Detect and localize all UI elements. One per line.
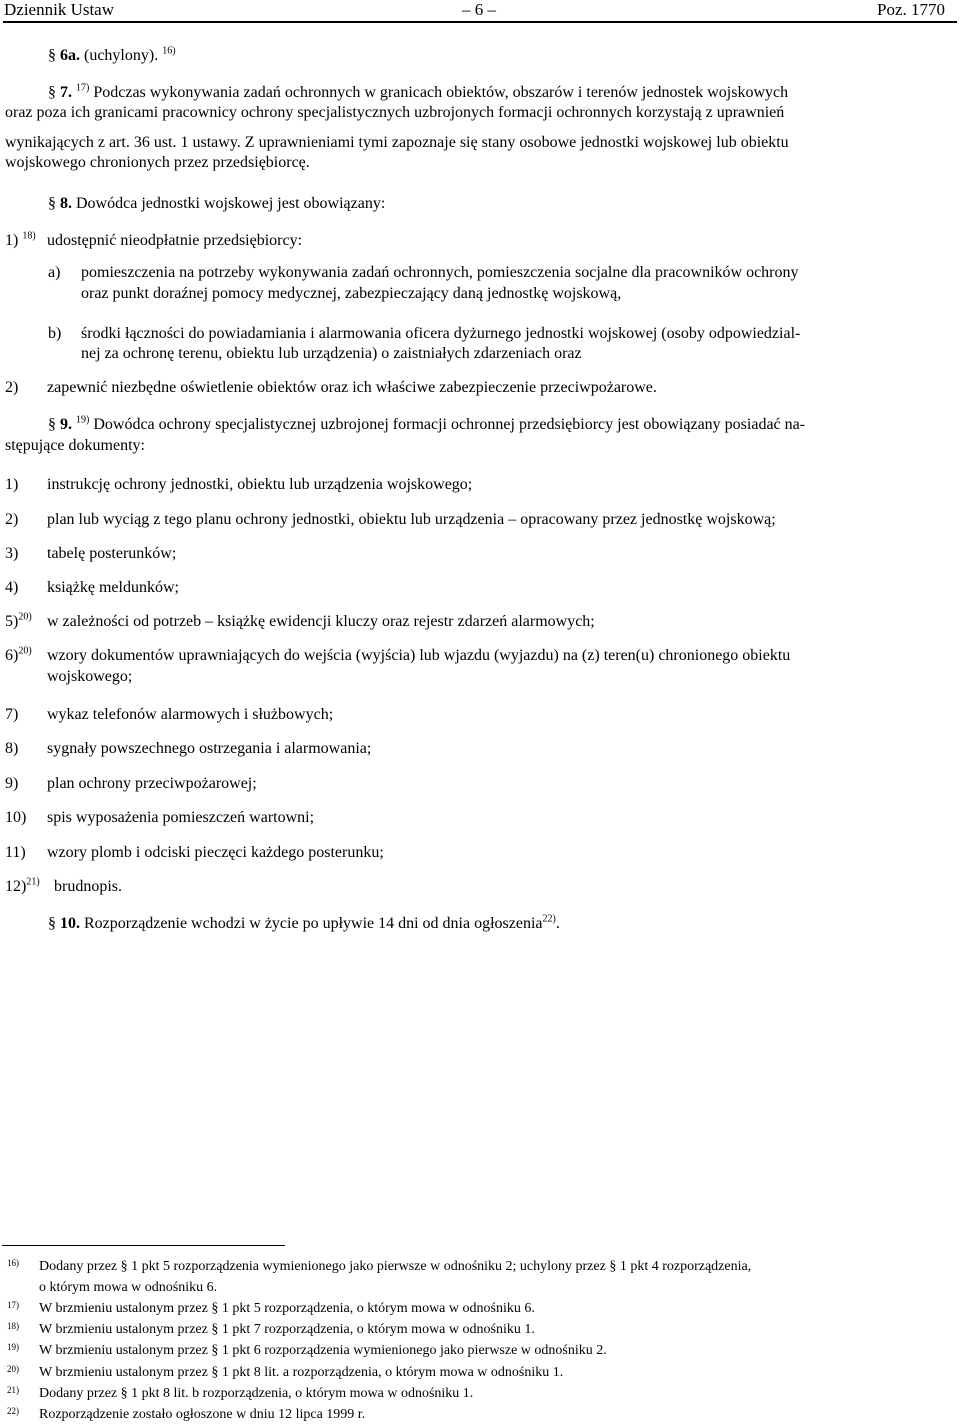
footnote-text: W brzmieniu ustalonym przez § 1 pkt 5 rozporządzenia, o którym mowa w odnośniku 6. [39, 1301, 535, 1316]
item-b-line1: środki łączności do powiadamiania i alarmowania oficera dyżurnego jednostki wojskowej (osoby odpowiedzial- [81, 325, 801, 342]
list-item: 10) [5, 809, 27, 826]
section-8: § 8. Dowódca jednostki wojskowej jest obowiązany: [48, 195, 386, 212]
item-b-line2: nej za ochronę terenu, obiektu lub urządzenia) o zaistniałych zdarzeniach oraz [81, 345, 582, 362]
list-item-text: spis wyposażenia pomieszczeń wartowni; [47, 809, 315, 826]
footnote-number: 18) [7, 1321, 19, 1331]
list-item-text: brudnopis. [54, 878, 122, 895]
section-7-line4: wojskowego chronionych przez przedsiębiorcę. [5, 154, 310, 171]
footnote-text: W brzmieniu ustalonym przez § 1 pkt 7 rozporządzenia, o którym mowa w odnośniku 1. [39, 1322, 535, 1337]
list-item: 7) [5, 706, 19, 723]
footnote-text: W brzmieniu ustalonym przez § 1 pkt 6 rozporządzenia wymienionego jako pierwsze w odnośniku 2. [39, 1343, 607, 1358]
section-7-line1: § 7. $^{17)}$ Podczas wykonywania zadań ochronnych w granicach obiektów, obszarów i terenów jednostek wojskowych [48, 82, 789, 101]
list-item-text-cont: wojskowego; [47, 668, 133, 685]
footnote-ref: 16) [162, 45, 176, 57]
footnote-ref: 18) [22, 230, 36, 242]
footnote-ref: 17) [76, 82, 90, 94]
list-item: 6)$^{20)}$ [5, 645, 32, 664]
list-item: 11) [5, 844, 26, 861]
section-label: 8. [60, 195, 72, 212]
section-text: Dowódca ochrony specjalistycznej uzbrojonej formacji ochronnej przedsiębiorcy jest obowiązany posiadać na- [93, 416, 806, 433]
footnote-ref: 19) [76, 414, 90, 426]
list-item-text: wykaz telefonów alarmowych i służbowych; [47, 706, 334, 723]
page-number: – 6 – [462, 0, 496, 19]
list-item-text: plan ochrony przeciwpożarowej; [47, 775, 257, 792]
list-item-text: instrukcję ochrony jednostki, obiektu lub urządzenia wojskowego; [47, 476, 473, 493]
list-item: 1) [5, 476, 19, 493]
list-item-text: wzory dokumentów uprawniających do wejścia (wyjścia) lub wjazdu (wyjazdu) na (z) teren(u) chronionego obiektu [47, 647, 791, 664]
item-a-line1: pomieszczenia na potrzeby wykonywania zadań ochronnych, pomieszczenia socjalne dla pracowników ochrony [81, 264, 799, 281]
point-1-text: udostępnić nieodpłatnie przedsiębiorcy: [47, 232, 303, 249]
footnote-ref: 20) [18, 611, 32, 623]
section-7-line3: wynikających z art. 36 ust. 1 ustawy. Z uprawnieniami tymi zapoznaje się stany osobowe jednostki wojskowej lub obiektu [5, 134, 789, 151]
list-item: 5)$^{20)}$ [5, 611, 32, 630]
list-item-text: w zależności od potrzeb – książkę ewidencji kluczy oraz rejestr zdarzeń alarmowych; [47, 613, 595, 630]
section-text: Dowódca jednostki wojskowej jest obowiązany: [76, 195, 386, 212]
footnote-text: Rozporządzenie zostało ogłoszone w dniu 12 lipca 1999 r. [39, 1407, 366, 1422]
footnote-number: 21) [7, 1385, 19, 1395]
section-7-line2: oraz poza ich granicami pracownicy ochrony specjalistycznych uzbrojonych formacji ochronnych korzystają z uprawnień [5, 104, 785, 121]
list-item-text: plan lub wyciąg z tego planu ochrony jednostki, obiektu lub urządzenia – opracowany przez jednostkę wojskową; [47, 511, 776, 528]
point-number: 1) [5, 232, 19, 249]
footnote-ref: 21) [26, 876, 40, 888]
footnote-number: 16) [7, 1258, 19, 1268]
item-a-line2: oraz punkt doraźnej pomocy medycznej, zabezpieczający daną jednostkę wojskową, [81, 285, 622, 302]
section-9-line1: § 9. $^{19)}$ Dowódca ochrony specjalistycznej uzbrojonej formacji ochronnej przedsiębiorcy jest obowiązany posiadać na- [48, 414, 806, 433]
point-2-text: zapewnić niezbędne oświetlenie obiektów oraz ich właściwe zabezpieczenie przeciwpożarowe. [47, 379, 657, 396]
footnote-number: 19) [7, 1342, 19, 1352]
section-9-line2: stępujące dokumenty: [5, 437, 145, 454]
list-item: 2) [5, 511, 19, 528]
footnote-rule [2, 1245, 285, 1246]
list-item-text: tabelę posterunków; [47, 545, 177, 562]
header-rule [3, 21, 957, 23]
list-item: 12)$^{21)}$ [5, 876, 40, 895]
list-item-text: książkę meldunków; [47, 579, 179, 596]
point-1 [5, 231, 36, 251]
section-label: 9. [60, 416, 72, 433]
footnote-number: 20) [7, 1364, 19, 1374]
section-10: § 10. Rozporządzenie wchodzi w życie po upływie 14 dni od dnia ogłoszenia$^{22)}$. [48, 913, 560, 932]
footnote-number: 17) [7, 1300, 19, 1310]
list-item: 9) [5, 775, 19, 792]
footnote-text: Dodany przez § 1 pkt 5 rozporządzenia wymienionego jako pierwsze w odnośniku 2; uchylony przez § 1 pkt 4 rozporządzenia, [39, 1259, 752, 1274]
list-item: 4) [5, 579, 19, 596]
footnote-ref: 20) [18, 645, 32, 657]
footnote-text: Dodany przez § 1 pkt 8 lit. b rozporządzenia, o którym mowa w odnośniku 1. [39, 1386, 474, 1401]
section-6a: § 6a. (uchylony). $^{16)}$ [48, 45, 176, 64]
section-text: Podczas wykonywania zadań ochronnych w granicach obiektów, obszarów i terenów jednostek wojskowych [93, 84, 789, 101]
footnote-text-cont: o którym mowa w odnośniku 6. [39, 1280, 218, 1295]
section-label: 10. [60, 915, 80, 932]
section-label: 6a. [60, 47, 80, 64]
section-text: (uchylony). [84, 47, 159, 64]
point-2-number: 2) [5, 379, 19, 396]
item-b-label: b) [48, 325, 62, 342]
journal-title: Dziennik Ustaw [4, 0, 115, 19]
list-item: 8) [5, 740, 19, 757]
section-label: 7. [60, 84, 72, 101]
item-a-label: a) [48, 264, 61, 281]
footnote-ref: 22) [542, 913, 556, 925]
list-item-text: sygnały powszechnego ostrzegania i alarmowania; [47, 740, 372, 757]
list-item: 3) [5, 545, 19, 562]
section-text: Rozporządzenie wchodzi w życie po upływie 14 dni od dnia ogłoszenia [84, 915, 543, 932]
list-item-text: wzory plomb i odciski pieczęci każdego posterunku; [47, 844, 384, 861]
footnote-text: W brzmieniu ustalonym przez § 1 pkt 8 lit. a rozporządzenia, o którym mowa w odnośniku 1. [39, 1365, 564, 1380]
position-number: Poz. 1770 [877, 0, 945, 19]
footnote-number: 22) [7, 1406, 19, 1416]
